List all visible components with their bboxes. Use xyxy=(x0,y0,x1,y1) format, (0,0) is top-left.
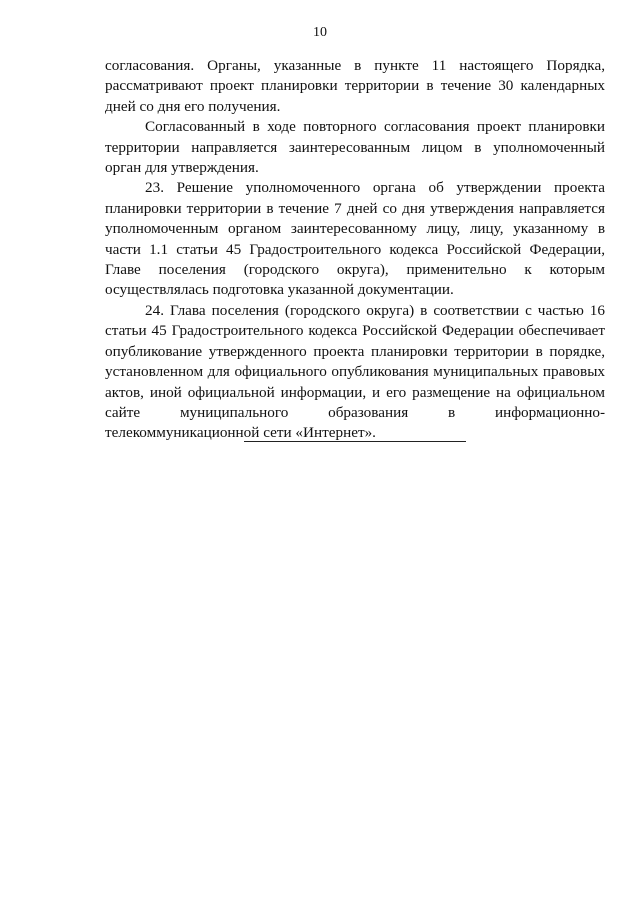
paragraph-item-23: 23. Решение уполномоченного органа об утверждении проекта планировки территории в течение 7 дней со дня утверждения направляется уполномоченным органом заинтересованному лицу, лицу, указанному в части 1.1 статьи 45 Градостроительного кодекса Российской Федерации, Главе поселения (городского округа), применительно к которым осуществлялась подготовка указанной документации. xyxy=(105,179,605,299)
paragraph-item-24: 24. Глава поселения (городского округа) в соответствии с частью 16 статьи 45 Градостроительного кодекса Российской Федерации обеспечивает опубликование утвержденного проекта планировки территории в порядке, установленном для официального опубликования муниципальных правовых актов, иной официальной информации, и его размещение на официальном сайте муниципального образования в информационно-телекоммуникационной сети «Интернет». xyxy=(105,301,605,442)
paragraph-approval-routing: Согласованный в ходе повторного согласования проект планировки территории направляется заинтересованным лицом в уполномоченный орган для утверждения. xyxy=(105,118,605,177)
page-number: 10 xyxy=(313,25,327,40)
paragraph-continuation: согласования. Органы, указанные в пункте 11 настоящего Порядка, рассматривают проект планировки территории в течение 30 календарных дней со дня его получения. xyxy=(105,57,605,115)
end-of-text-divider xyxy=(244,441,466,442)
document-body xyxy=(105,56,605,444)
